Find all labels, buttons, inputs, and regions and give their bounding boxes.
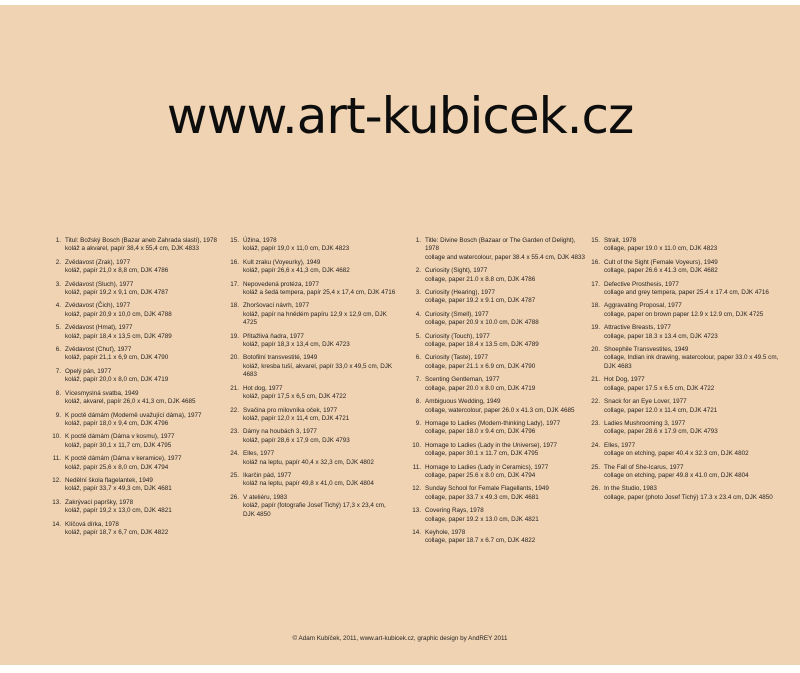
list-item xyxy=(587,324,787,341)
item-details: koláž, papír 18,3 x 13,4 cm, DJK 4723 xyxy=(243,341,350,349)
item-title: Svačina pro milovníka oček, 1977 xyxy=(243,406,338,414)
item-details: koláž, papír 19,0 x 11,0 cm, DJK 4823 xyxy=(243,245,350,253)
list-item xyxy=(48,499,228,516)
item-number: 3. xyxy=(55,280,61,288)
list-item xyxy=(408,442,586,459)
item-title: Přitažlivá ňadra, 1977 xyxy=(243,332,304,340)
list-item xyxy=(226,302,396,327)
item-title: Elles, 1977 xyxy=(243,450,275,458)
item-details: collage, paper 21.1 x 6.9 cm, DJK 4790 xyxy=(425,362,536,370)
item-details: koláž, papír 18,0 x 9,4 cm, DJK 4796 xyxy=(65,419,169,427)
item-number: 16. xyxy=(591,258,600,266)
item-number: 24. xyxy=(230,450,239,458)
item-number: 11. xyxy=(52,455,61,463)
item-number: 13. xyxy=(52,498,61,506)
item-number: 22. xyxy=(230,406,239,414)
list-item xyxy=(408,485,586,502)
list-item xyxy=(48,412,228,429)
item-details: collage, paper on brown paper 12.9 x 12.9 cm, DJK 4725 xyxy=(604,310,764,318)
item-title: Curiosity (Taste), 1977 xyxy=(425,354,488,362)
item-title: Zhoršovací návrh, 1977 xyxy=(243,302,310,310)
item-number: 7. xyxy=(55,367,61,375)
item-details: collage, paper 18.7 x 6.7 cm, DJK 4822 xyxy=(425,537,536,545)
item-number: 26. xyxy=(230,493,239,501)
list-item xyxy=(408,529,586,546)
item-title: Elles, 1977 xyxy=(604,441,636,449)
item-title: Zvědavost (Sluch), 1977 xyxy=(65,280,134,288)
item-details: collage, paper 18.0 x 9.4 cm, DJK 4796 xyxy=(425,428,536,436)
item-number: 25. xyxy=(230,471,239,479)
list-item xyxy=(587,485,787,502)
site-title: www.art-kubicek.cz xyxy=(166,87,634,145)
item-title: Vícesmyslná svatba, 1949 xyxy=(65,389,139,397)
item-number: 3. xyxy=(415,289,421,297)
column-czech-1 xyxy=(48,237,228,542)
item-title: Ladies Mushrooming 3, 1977 xyxy=(604,419,686,427)
list-item xyxy=(408,398,586,415)
list-item xyxy=(48,521,228,538)
item-details: koláž, papír 25,6 x 8,0 cm, DJK 4794 xyxy=(65,463,169,471)
item-details: koláž, papír 33,7 x 49,3 cm, DJK 4681 xyxy=(65,485,172,493)
item-number: 9. xyxy=(415,419,421,427)
item-number: 22. xyxy=(591,398,600,406)
item-details: collage, paper 18.4 x 13.5 cm, DJK 4789 xyxy=(425,341,539,349)
item-details: koláž, akvarel, papír 26,0 x 41,3 cm, DJK 4685 xyxy=(65,398,196,406)
item-details: collage, paper 17.5 x 6.5 cm, DJK 4722 xyxy=(604,384,715,392)
list-item xyxy=(587,281,787,298)
item-number: 21. xyxy=(230,384,239,392)
item-number: 6. xyxy=(415,354,421,362)
item-title: Homage to Ladies (Modern-thinking Lady), 1977 xyxy=(425,419,561,427)
item-title: Zvědavost (Hmat), 1977 xyxy=(65,324,133,332)
item-details: koláž na leptu, papír 49,8 x 41,0 cm, DJK 4804 xyxy=(243,480,374,488)
item-details: collage, paper 20.9 x 10.0 cm, DJK 4788 xyxy=(425,319,539,327)
item-title: Ambiguous Wedding, 1949 xyxy=(425,398,501,406)
item-number: 18. xyxy=(230,302,239,310)
item-number: 5. xyxy=(55,324,61,332)
column-english-2 xyxy=(587,237,787,507)
list-item xyxy=(226,259,396,276)
item-number: 12. xyxy=(52,476,61,484)
item-title: In the Studio, 1983 xyxy=(604,485,657,493)
item-details: collage, paper 20.0 x 8.0 cm, DJK 4719 xyxy=(425,384,536,392)
item-number: 14. xyxy=(52,520,61,528)
list-item xyxy=(48,237,228,254)
item-number: 24. xyxy=(591,441,600,449)
item-number: 23. xyxy=(591,419,600,427)
item-title: Aggravating Proposal, 1977 xyxy=(604,302,682,310)
list-item xyxy=(48,346,228,363)
list-item xyxy=(48,324,228,341)
item-details: collage, paper 25.6 x 8.0 cm, DJK 4794 xyxy=(425,471,536,479)
item-title: Curiosity (Hearing), 1977 xyxy=(425,289,495,297)
item-number: 9. xyxy=(55,411,61,419)
item-number: 10. xyxy=(412,441,421,449)
list-item xyxy=(587,259,787,276)
item-details: collage on etching, paper 40.4 x 32.3 cm, DJK 4802 xyxy=(604,450,749,458)
item-details: koláž, papír 30,1 x 11,7 cm, DJK 4795 xyxy=(65,441,172,449)
list-item xyxy=(48,259,228,276)
item-details: collage, paper 26.6 x 41.3 cm, DJK 4682 xyxy=(604,267,718,275)
list-item xyxy=(408,333,586,350)
item-title: Strait, 1978 xyxy=(604,237,637,244)
list-item xyxy=(226,428,396,445)
item-details: koláž, papír 19,2 x 9,1 cm, DJK 4787 xyxy=(65,289,169,297)
item-title: Zvědavost (Čich), 1977 xyxy=(65,302,131,310)
list-item xyxy=(587,237,787,254)
item-number: 20. xyxy=(591,346,600,354)
list-item xyxy=(226,385,396,402)
item-number: 19. xyxy=(591,324,600,332)
item-details: koláž, papír 17,5 x 6,5 cm, DJK 4722 xyxy=(243,393,347,401)
list-item xyxy=(408,420,586,437)
item-title: Titul: Božský Bosch (Bazar aneb Zahrada slastí), 1978 xyxy=(65,237,218,244)
item-details: collage, paper 19.2 x 13.0 cm, DJK 4821 xyxy=(425,515,539,523)
item-title: Nepovedená protéza, 1977 xyxy=(243,280,319,288)
item-title: K poctě dámám (Dáma v kosmu), 1977 xyxy=(65,433,175,441)
item-details: collage, Indian ink drawing, watercolour, paper 33.0 x 49.5 cm, DJK 4683 xyxy=(604,354,779,370)
item-number: 11. xyxy=(412,463,421,471)
item-title: Homage to Ladies (Lady in Ceramics), 1977 xyxy=(425,463,549,471)
item-number: 6. xyxy=(55,346,61,354)
item-title: Sunday School for Female Flagellants, 1949 xyxy=(425,485,549,493)
item-details: collage, paper 30.1 x 11.7 cm, DJK 4795 xyxy=(425,450,539,458)
list-item xyxy=(587,398,787,415)
item-details: koláž, papír 26,6 x 41,3 cm, DJK 4682 xyxy=(243,267,350,275)
item-title: K poctě dámám (Dáma v keramice), 1977 xyxy=(65,455,182,463)
item-title: Cult of the Sight (Female Voyeurs), 1949 xyxy=(604,258,718,266)
item-details: koláž, papír 18,4 x 13,5 cm, DJK 4789 xyxy=(65,332,172,340)
item-number: 15. xyxy=(591,237,600,244)
item-number: 19. xyxy=(230,332,239,340)
item-number: 14. xyxy=(412,528,421,536)
list-item xyxy=(226,407,396,424)
column-english-1 xyxy=(408,237,586,551)
item-title: Attractive Breasts, 1977 xyxy=(604,324,671,332)
list-item xyxy=(48,281,228,298)
item-details: collage on etching, paper 49.8 x 41.0 cm, DJK 4804 xyxy=(604,471,749,479)
item-title: Keyhole, 1978 xyxy=(425,528,466,536)
list-item xyxy=(408,354,586,371)
item-title: Dámy na houbách 3, 1977 xyxy=(243,428,317,436)
item-details: koláž, papír na hnědém papíru 12,9 x 12,9 cm, DJK 4725 xyxy=(243,310,387,327)
item-details: koláž, papír 19,2 x 13,0 cm, DJK 4821 xyxy=(65,507,172,515)
list-item xyxy=(48,302,228,319)
list-item xyxy=(587,376,787,393)
item-number: 21. xyxy=(591,376,600,384)
item-number: 1. xyxy=(415,237,421,244)
item-number: 17. xyxy=(591,280,600,288)
item-title: Covering Rays, 1978 xyxy=(425,507,484,515)
list-item xyxy=(408,289,586,306)
item-details: koláž, papír 20,0 x 8,0 cm, DJK 4719 xyxy=(65,376,169,384)
list-item xyxy=(226,281,396,298)
item-details: collage, paper 12.0 x 11.4 cm, DJK 4721 xyxy=(604,406,718,414)
item-number: 12. xyxy=(412,485,421,493)
list-item xyxy=(587,346,787,371)
list-item xyxy=(408,311,586,328)
item-number: 18. xyxy=(591,302,600,310)
item-details: koláž, papír 12,0 x 11,4 cm, DJK 4721 xyxy=(243,414,350,422)
item-title: Klíčová dírka, 1978 xyxy=(65,520,119,528)
item-number: 2. xyxy=(55,258,61,266)
item-details: collage, paper 33.7 x 49.3 cm, DJK 4681 xyxy=(425,493,539,501)
item-number: 23. xyxy=(230,428,239,436)
list-item xyxy=(587,464,787,481)
item-title: Zvědavost (Chuť), 1977 xyxy=(65,346,132,354)
item-details: collage, paper 19.2 x 9.1 cm, DJK 4787 xyxy=(425,297,536,305)
list-item xyxy=(226,333,396,350)
list-item xyxy=(48,477,228,494)
item-title: Curiosity (Smell), 1977 xyxy=(425,310,489,318)
catalogue-page xyxy=(0,5,800,665)
list-item xyxy=(587,420,787,437)
item-number: 7. xyxy=(415,376,421,384)
item-number: 2. xyxy=(415,267,421,275)
list-item xyxy=(408,237,586,262)
item-title: Kult zraku (Voyeurky), 1949 xyxy=(243,258,321,266)
list-item xyxy=(408,267,586,284)
list-item xyxy=(226,237,396,254)
list-item xyxy=(48,433,228,450)
list-item xyxy=(226,472,396,489)
item-number: 8. xyxy=(415,398,421,406)
list-item xyxy=(226,354,396,379)
list-item xyxy=(408,376,586,393)
item-details: koláž na leptu, papír 40,4 x 32,3 cm, DJK 4802 xyxy=(243,458,374,466)
item-details: collage, watercolour, paper 26.0 x 41.3 cm, DJK 4685 xyxy=(425,406,575,414)
item-number: 4. xyxy=(415,310,421,318)
item-details: koláž, papír 21,1 x 6,9 cm, DJK 4790 xyxy=(65,354,169,362)
item-number: 13. xyxy=(412,507,421,515)
item-details: collage, paper 28.6 x 17.9 cm, DJK 4793 xyxy=(604,428,718,436)
item-title: Zakrývací papršky, 1978 xyxy=(65,498,134,506)
item-details: koláž, papír 18,7 x 6,7 cm, DJK 4822 xyxy=(65,528,169,536)
item-details: koláž a akvarel, papír 38,4 x 55,4 cm, DJK 4833 xyxy=(65,245,200,253)
item-details: collage, paper 21.0 x 8.8 cm, DJK 4786 xyxy=(425,275,536,283)
item-number: 8. xyxy=(55,389,61,397)
list-item xyxy=(48,368,228,385)
item-details: koláž, papír (fotografie Josef Tichý) 17,3 x 23,4 cm, DJK 4850 xyxy=(243,502,386,518)
column-czech-2 xyxy=(226,237,396,524)
list-item xyxy=(408,464,586,481)
item-number: 4. xyxy=(55,302,61,310)
item-title: Shoephile Transvestites, 1949 xyxy=(604,346,689,354)
item-number: 15. xyxy=(230,237,239,244)
list-item xyxy=(408,507,586,524)
list-item xyxy=(226,450,396,467)
item-details: koláž, papír 20,9 x 10,0 cm, DJK 4788 xyxy=(65,310,172,318)
item-title: Botofilní transvestité, 1949 xyxy=(243,354,318,362)
item-number: 20. xyxy=(230,354,239,362)
item-number: 10. xyxy=(52,433,61,441)
item-title: Scenting Gentleman, 1977 xyxy=(425,376,500,384)
item-details: koláž, papír 21,0 x 8,8 cm, DJK 4786 xyxy=(65,267,169,275)
list-item xyxy=(48,455,228,472)
list-item xyxy=(587,442,787,459)
list-item xyxy=(226,494,396,519)
list-item xyxy=(48,390,228,407)
item-title: Hot Dog, 1977 xyxy=(604,376,645,384)
item-title: Curiosity (Sight), 1977 xyxy=(425,267,488,275)
item-title: Nedělní škola flagelantek, 1949 xyxy=(65,476,153,484)
footer-credits: © Adam Kubíček, 2011, www.art-kubicek.cz, graphic design by AndREY 2011 xyxy=(292,635,508,642)
item-title: Curiosity (Touch), 1977 xyxy=(425,332,490,340)
list-item xyxy=(587,302,787,319)
item-details: koláž, papír 28,6 x 17,9 cm, DJK 4793 xyxy=(243,436,350,444)
item-number: 26. xyxy=(591,485,600,493)
item-title: Ikarčin pád, 1977 xyxy=(243,471,292,479)
item-title: V ateliéru, 1983 xyxy=(243,493,288,501)
item-number: 25. xyxy=(591,463,600,471)
item-number: 17. xyxy=(230,280,239,288)
item-details: koláž a šedá tempera, papír 25,4 x 17,4 cm, DJK 4716 xyxy=(243,289,396,297)
item-details: collage, paper 19.0 x 11.0 cm, DJK 4823 xyxy=(604,245,718,253)
item-title: Opelý pán, 1977 xyxy=(65,367,112,375)
item-title: Zvědavost (Zrak), 1977 xyxy=(65,258,131,266)
item-details: collage, paper 18.3 x 13.4 cm, DJK 4723 xyxy=(604,332,718,340)
item-details: koláž, kresba tuší, akvarel, papír 33,0 x 49,5 cm, DJK 4683 xyxy=(243,362,393,379)
item-number: 16. xyxy=(230,258,239,266)
item-title: Defective Prosthesis, 1977 xyxy=(604,280,679,288)
item-details: collage and grey tempera, paper 25.4 x 17.4 cm, DJK 4716 xyxy=(604,289,769,297)
item-title: The Fall of She-Icarus, 1977 xyxy=(604,463,684,471)
item-title: Title: Divine Bosch (Bazaar or The Garden of Delight), 1978 xyxy=(425,237,576,253)
item-details: collage and watercolour, paper 38.4 x 55.4 cm, DJK 4833 xyxy=(425,253,585,261)
item-title: Hot dog, 1977 xyxy=(243,384,283,392)
item-title: Úžina, 1978 xyxy=(243,237,277,244)
item-number: 1. xyxy=(55,237,61,244)
item-title: Homage to Ladies (Lady in the Universe), 1977 xyxy=(425,441,557,449)
item-title: K poctě dámám (Moderně uvažující dáma), 1977 xyxy=(65,411,202,419)
item-details: collage, paper (photo Josef Tichý) 17.3 x 23.4 cm, DJK 4850 xyxy=(604,493,773,501)
item-number: 5. xyxy=(415,332,421,340)
item-title: Snack for an Eye Lover, 1977 xyxy=(604,398,687,406)
